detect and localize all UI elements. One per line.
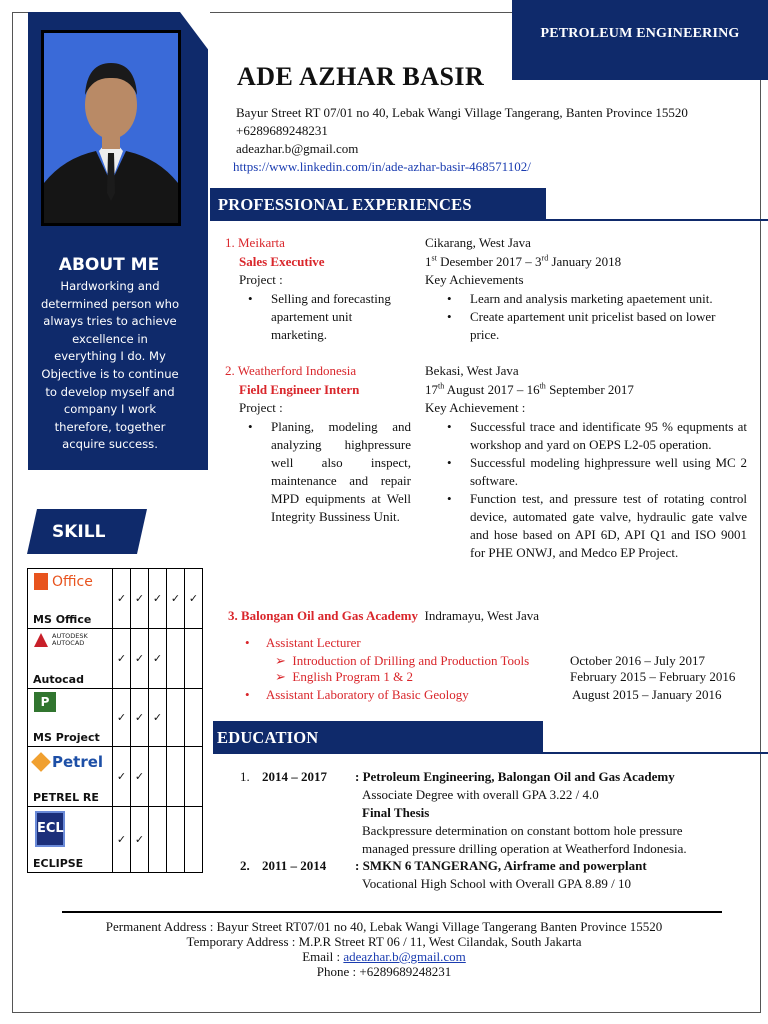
job-title: 1. Meikarta	[225, 235, 285, 250]
skill-name-cell: AUTODESK AUTOCAD Autocad	[28, 629, 113, 689]
skill-label: MS Office	[33, 613, 92, 626]
skill-name-cell: Office MS Office	[28, 569, 113, 629]
petrel-icon	[31, 752, 51, 772]
skill-label: PETREL RE	[33, 791, 99, 804]
about-me-heading: ABOUT ME	[58, 255, 160, 275]
footer-phone: Phone : +6289689248231	[316, 964, 452, 979]
list-item: • Learn and analysis marketing apaetement unit.	[440, 290, 745, 308]
footer-temporary-address: Temporary Address : M.P.R Street RT 06 / 11, West Cilandak, South Jakarta	[186, 934, 582, 949]
footer-permanent-address: Permanent Address : Bayur Street RT07/01 no 40, Lebak Wangi Village Tangerang Banten Province 15520	[105, 919, 663, 934]
eclipse-icon: ECL	[35, 811, 65, 847]
contact-phone: +6289689248231	[236, 123, 328, 138]
skill-check: ✓	[113, 569, 131, 629]
project-label: Project :	[239, 272, 283, 287]
edu-num: 2.	[240, 858, 250, 873]
person-portrait-icon	[44, 33, 178, 223]
job-title: 3. Balongan Oil and Gas Academy Indramayu, West Java	[228, 608, 540, 623]
role-dates: August 2015 – January 2016	[572, 687, 722, 702]
edu-detail: Vocational High School with Overall GPA 8.89 / 10	[362, 876, 632, 891]
education-heading: EDUCATION	[217, 728, 319, 747]
role-dates: February 2015 – February 2016	[570, 669, 736, 684]
skill-check: ✓	[131, 629, 149, 689]
sidebar-corner	[180, 12, 210, 52]
field-banner	[512, 0, 768, 80]
project-label: Project :	[239, 400, 283, 415]
role-item: ➢ English Program 1 & 2	[275, 669, 414, 684]
skill-heading: SKILL	[52, 522, 106, 542]
linkedin-link[interactable]: https://www.linkedin.com/in/ade-azhar-basir-468571102/	[233, 159, 531, 174]
skill-name-cell: Petrel PETREL RE	[28, 747, 113, 807]
role-item: ➢ Introduction of Drilling and Production Tools	[275, 653, 530, 668]
footer-divider	[62, 911, 722, 913]
list-item: • Create apartement unit pricelist based on lower price.	[440, 308, 745, 344]
skill-check: ✓	[149, 689, 167, 747]
skill-check: ✓	[113, 807, 131, 873]
job-location: Bekasi, West Java	[425, 363, 519, 378]
project-list	[241, 418, 411, 526]
edu-detail: Associate Degree with overall GPA 3.22 / 4.0	[362, 787, 599, 802]
role-item: • Assistant Lecturer	[245, 635, 361, 650]
skill-table	[27, 568, 203, 873]
experience-heading: PROFESSIONAL EXPERIENCES	[218, 195, 472, 214]
contact-email: adeazhar.b@gmail.com	[236, 141, 359, 156]
skill-check: ✓	[149, 569, 167, 629]
skill-name-cell	[28, 689, 113, 747]
role-dates: October 2016 – July 2017	[570, 653, 706, 668]
divider	[210, 219, 768, 221]
edu-years: 2011 – 2014	[262, 858, 327, 873]
field-title: PETROLEUM ENGINEERING	[540, 26, 740, 41]
office-icon	[34, 573, 48, 590]
job-dates: 1st Desember 2017 – 3rd January 2018	[425, 253, 622, 269]
footer-email-link[interactable]: adeazhar.b@gmail.com	[343, 949, 466, 964]
job-dates: 17th August 2017 – 16th September 2017	[425, 381, 634, 397]
skill-check: ✓	[131, 747, 149, 807]
profile-photo	[41, 30, 181, 226]
job-role: Field Engineer Intern	[239, 382, 360, 397]
list-item: • Planing, modeling and analyzing highpressure well also inspect, maintenance and repair MPD equipments at Well Integrity Bussiness Unit.	[241, 418, 411, 526]
skill-label: MS Project	[33, 731, 100, 744]
achievement-label: Key Achievement :	[425, 400, 526, 415]
edu-school: : SMKN 6 TANGERANG, Airframe and powerplant	[355, 858, 647, 873]
job-location: Cikarang, West Java	[425, 235, 531, 250]
footer-email: Email : adeazhar.b@gmail.com	[302, 949, 466, 964]
edu-thesis-label: Final Thesis	[362, 805, 430, 820]
autocad-icon	[34, 633, 48, 647]
project-list	[241, 290, 406, 344]
divider	[213, 752, 768, 754]
skill-label: ECLIPSE	[33, 857, 84, 870]
experience-section-header	[210, 188, 546, 220]
edu-school: : Petroleum Engineering, Balongan Oil and Gas Academy	[355, 769, 675, 784]
list-item: • Successful modeling highpressure well using MC 2 software.	[440, 454, 747, 490]
list-item: • Successful trace and identificate 95 % equpments at workshop and yard on OEPS L2-05 operation.	[440, 418, 747, 454]
ms-project-icon: P	[34, 692, 56, 712]
skill-name-cell	[28, 807, 113, 873]
job-title: 2. Weatherford Indonesia	[225, 363, 357, 378]
skill-check: ✓	[113, 689, 131, 747]
education-section-header	[213, 721, 543, 753]
skill-check: ✓	[113, 629, 131, 689]
skill-check: ✓	[131, 689, 149, 747]
skill-check: ✓	[113, 747, 131, 807]
edu-thesis: Backpressure determination on constant bottom hole pressure managed pressure drilling operation at Weatherford Indonesia.	[362, 823, 687, 856]
skill-check: ✓	[131, 807, 149, 873]
role-item: • Assistant Laboratory of Basic Geology	[245, 687, 469, 702]
skill-check: ✓	[167, 569, 185, 629]
skill-check: ✓	[185, 569, 203, 629]
contact-address: Bayur Street RT 07/01 no 40, Lebak Wangi Village Tangerang, Banten Province 15520	[236, 105, 688, 120]
skill-label: Autocad	[33, 673, 84, 686]
skill-check: ✓	[149, 629, 167, 689]
skill-check: ✓	[131, 569, 149, 629]
achievement-list	[440, 290, 745, 344]
achievement-list	[440, 418, 747, 562]
achievement-label: Key Achievements	[425, 272, 524, 287]
edu-years: 2014 – 2017	[262, 769, 327, 784]
job-role: Sales Executive	[239, 254, 325, 269]
candidate-name: ADE AZHAR BASIR	[237, 62, 485, 91]
list-item: • Function test, and pressure test of rotating control device, automated gate valve, hydraulic gate valve and hose based on API 6D, API Q1 and ISO 9001 for PHE ONWJ, and Medco EP Project.	[440, 490, 747, 562]
edu-num: 1.	[240, 769, 250, 784]
list-item: • Selling and forecasting apartement unit marketing.	[241, 290, 406, 344]
about-me-text: Hardworking and determined person who always tries to achieve excellence in everything I do. My Objective is to continue to develop myself and company I work therefore, together acquire success.	[40, 279, 180, 452]
